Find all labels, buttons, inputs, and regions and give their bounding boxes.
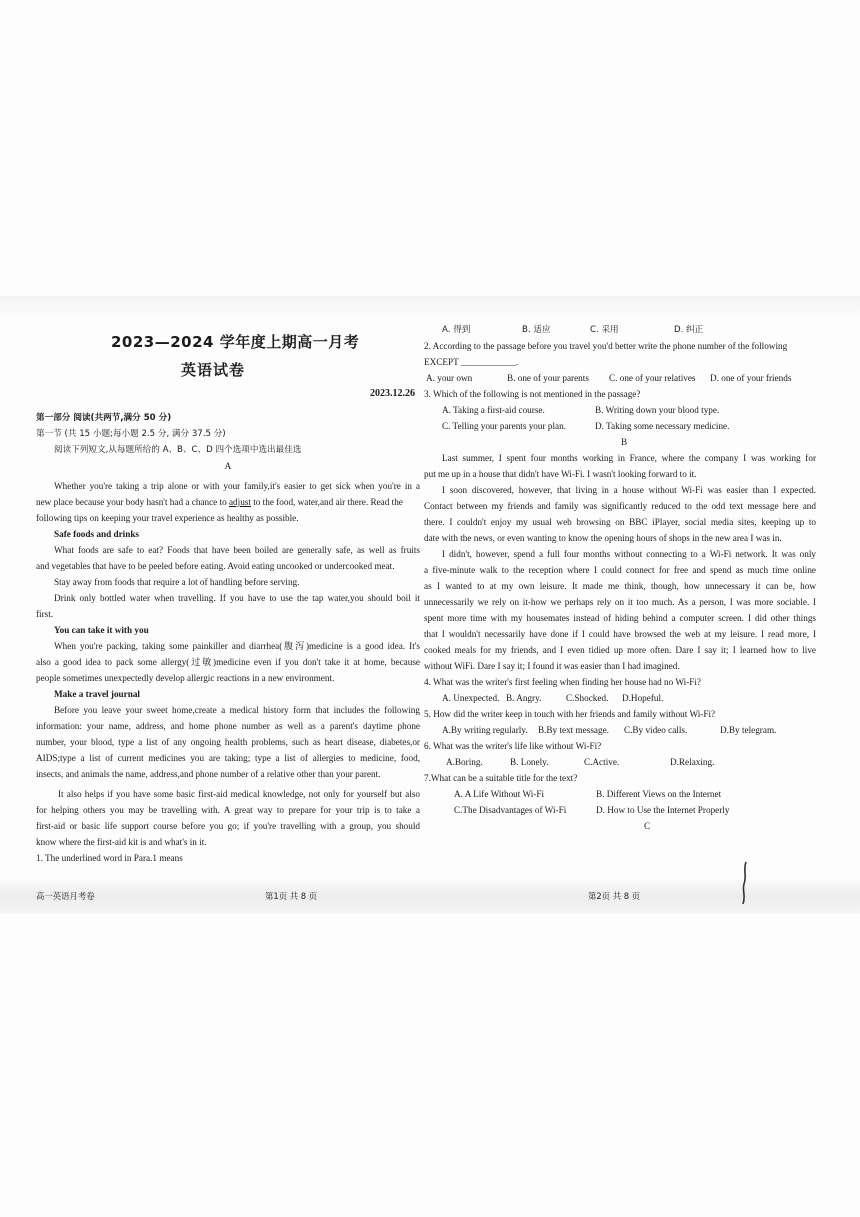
passage-mark-a: A <box>224 461 232 471</box>
passage-a-line: Whether you're taking a trip alone or with your family,it's easier to get sick when you're in a <box>54 481 420 491</box>
exam-page-left <box>36 322 420 907</box>
passage-a-line: number, your blood, type a list of any ongoing health problems, such as heart disease, diabetes,or <box>36 737 420 747</box>
question-2-line: EXCEPT ____________. <box>424 357 519 367</box>
question-7: 7.What can be a suitable title for the text? <box>424 773 578 783</box>
passage-a-line: AIDS;type a list of current medicines you are taking; type a list of allergies to medicine, food, <box>36 753 420 763</box>
option: D. How to Use the Internet Properly <box>596 805 730 815</box>
question-2-options <box>424 370 816 386</box>
option: A. A Life Without Wi-Fi <box>454 789 545 799</box>
option: D. 纠正 <box>674 325 704 335</box>
exam-subtitle: 英语试卷 <box>181 361 246 379</box>
footer-page-number: 第2页 共 8 页 <box>588 891 641 901</box>
passage-a-line: following tips on keeping your travel experience as healthy as possible. <box>36 513 299 523</box>
option: A. Unexpected. <box>442 693 500 703</box>
option: D.Relaxing. <box>670 757 715 767</box>
footer-page-number: 第1页 共 8 页 <box>265 891 318 901</box>
question-7-options <box>424 802 816 818</box>
passage-b-line: a five-minute walk to the reception where I could connect for free and spend as much time online <box>424 565 816 575</box>
option: D.By telegram. <box>720 725 777 735</box>
passage-b-line: that I wouldn't necessarily have done if I could have browsed the web at my leisure. I read more, I <box>424 629 816 639</box>
passage-mark-b: B <box>621 437 628 447</box>
subheading-safe-foods: Safe foods and drinks <box>54 529 140 539</box>
passage-a-line: insects, and animals the name, address,and phone number of a relative other than your parent. <box>36 769 381 779</box>
option: B. one of your parents <box>507 373 589 383</box>
exam-page-right <box>424 322 816 907</box>
option: A.Boring. <box>446 757 483 767</box>
question-5: 5. How did the writer keep in touch with her friends and family without Wi-Fi? <box>424 709 716 719</box>
passage-a-line: What foods are safe to eat? Foods that have been boiled are generally safe, as well as fruits <box>54 545 420 555</box>
passage-a-line <box>36 494 420 510</box>
part-heading: 第一部分 阅读(共两节,满分 50 分) <box>36 413 172 423</box>
passage-b-line: without WiFi. Dare I say it; I found it was easier than I had imagined. <box>424 661 680 671</box>
passage-a-line: know where the first-aid kit is and what's in it. <box>36 837 207 847</box>
passage-b-line: I didn't, however, spend a full four months without connecting to a Wi-Fi network. It was only <box>442 549 816 559</box>
passage-a-line: for helping others you may be travelling with. A great way to prepare for your trip is to take a <box>36 805 420 815</box>
passage-a-line: Before you leave your sweet home,create a medical history form that includes the following <box>54 705 420 715</box>
passage-b-line: date with the news, or even wanting to know the opening hours of shops in the new area I was in. <box>424 533 782 543</box>
pen-mark <box>740 860 750 906</box>
scan-shadow-top <box>0 296 860 318</box>
passage-a-line: Stay away from foods that require a lot of handling before serving. <box>54 577 300 587</box>
option: C.Active. <box>584 757 620 767</box>
passage-b-line: unnecessarily we rely on it-how we perhaps rely on it too much. As a person, I was more sociable. I <box>424 597 816 607</box>
passage-a-line: people sometimes unexpectedly develop allergic reactions in a new environment. <box>36 673 335 683</box>
question-4: 4. What was the writer's first feeling when finding her house had no Wi-Fi? <box>424 677 702 687</box>
passage-b-line: as I wanted to at my own leisure. It made me think, though, how unnecessary it can be, how <box>424 581 816 591</box>
exam-date: 2023.12.26 <box>370 388 415 399</box>
text-run: to the food, water,and air there. Read the <box>250 497 403 507</box>
question-6: 6. What was the writer's life like without Wi-Fi? <box>424 741 602 751</box>
passage-b-line: cooked meals for my friends, and I even tidied up more often. Dare I say it; I learned how to live <box>424 645 816 655</box>
question-6-options <box>424 754 816 770</box>
option: C.Shocked. <box>566 693 609 703</box>
passage-b-line: put me up in a house that didn't have Wi-Fi. I wasn't looking forward to it. <box>424 469 697 479</box>
passage-a-line: When you're packing, taking some painkiller and diarrhea(腹泻)medicine is a good idea. It's <box>54 641 420 651</box>
passage-a-line: first-aid or basic life support course before you go; if you're travelling with a group, you should <box>36 821 420 831</box>
passage-a-line: It also helps if you have some basic first-aid medical knowledge, not only for yourself but also <box>58 789 420 799</box>
option: C.By video calls. <box>624 725 688 735</box>
passage-b-line: Last summer, I spent four months working in France, where the company I was working for <box>442 453 816 463</box>
option: C. one of your relatives <box>609 373 696 383</box>
option: B. Angry. <box>506 693 542 703</box>
passage-mark-c: C <box>644 821 651 831</box>
question-3-options <box>424 418 816 434</box>
passage-b-line: there. I couldn't enjoy my usual web browsing on BBC iPlayer, social media sites, keeping up to <box>424 517 816 527</box>
underlined-word: adjust <box>228 497 251 507</box>
option: B. Writing down your blood type. <box>595 405 720 415</box>
section-heading: 第一节 (共 15 小题;每小题 2.5 分, 满分 37.5 分) <box>36 429 226 439</box>
passage-a-line: first. <box>36 609 54 619</box>
option: D. Taking some necessary medicine. <box>595 421 730 431</box>
passage-b-line: spent more time with my housemates instead of hiding behind a computer screen. I did other things <box>424 613 816 623</box>
option: D. one of your friends <box>710 373 792 383</box>
passage-a-line: information: your name, address, and home phone number as well as a parent's daytime phone <box>36 721 420 731</box>
passage-b-line: I soon discovered, however, that living in a house without Wi-Fi was easier than I expected. <box>442 485 816 495</box>
exam-title: 2023—2024 学年度上期高一月考 <box>111 333 360 351</box>
option: B. Different Views on the Internet <box>596 789 722 799</box>
option: D.Hopeful. <box>622 693 664 703</box>
footer-exam-name: 高一英语月考卷 <box>36 891 95 901</box>
option: B. Lonely. <box>510 757 549 767</box>
question-1: 1. The underlined word in Para.1 means <box>36 853 183 863</box>
passage-b-line: Contact between my friends and family was significantly reduced to the odd text message here and <box>424 501 816 511</box>
option: C. Telling your parents your plan. <box>442 421 566 431</box>
instruction: 阅读下列短文,从每题所给的 A、B、C、D 四个选项中选出最佳选 <box>54 445 302 455</box>
option: A.By writing regularly. <box>442 725 528 735</box>
option: B.By text message. <box>538 725 609 735</box>
question-7-options <box>424 786 816 802</box>
question-2: 2. According to the passage before you travel you'd better write the phone number of the following <box>424 341 788 351</box>
option: C. 采用 <box>590 325 619 335</box>
passage-a-line: and vegetables that have to be peeled before eating. Avoid eating uncooked or undercooked meat. <box>36 561 395 571</box>
option: C.The Disadvantages of Wi-Fi <box>454 805 567 815</box>
reading-section <box>36 410 420 866</box>
question-5-options <box>424 722 816 738</box>
text-run: new place because your body hasn't had a chance to <box>36 497 229 507</box>
subheading-travel-journal: Make a travel journal <box>54 689 140 699</box>
option: A. 得到 <box>442 325 471 335</box>
subheading-take-it: You can take it with you <box>54 625 149 635</box>
question-1-options <box>424 322 816 338</box>
option: A. Taking a first-aid course. <box>442 405 545 415</box>
option: A. your own <box>426 373 473 383</box>
question-4-options <box>424 690 816 706</box>
option: B. 适应 <box>522 325 551 335</box>
question-3: 3. Which of the following is not mentioned in the passage? <box>424 389 641 399</box>
passage-a-line: Drink only bottled water when travelling. If you have to use the tap water,you should boil it <box>54 593 420 603</box>
passage-a-line: also a good idea to pack some allergy(过敏)medicine even if you don't take it at home, because <box>36 657 420 667</box>
question-3-options <box>424 402 816 418</box>
